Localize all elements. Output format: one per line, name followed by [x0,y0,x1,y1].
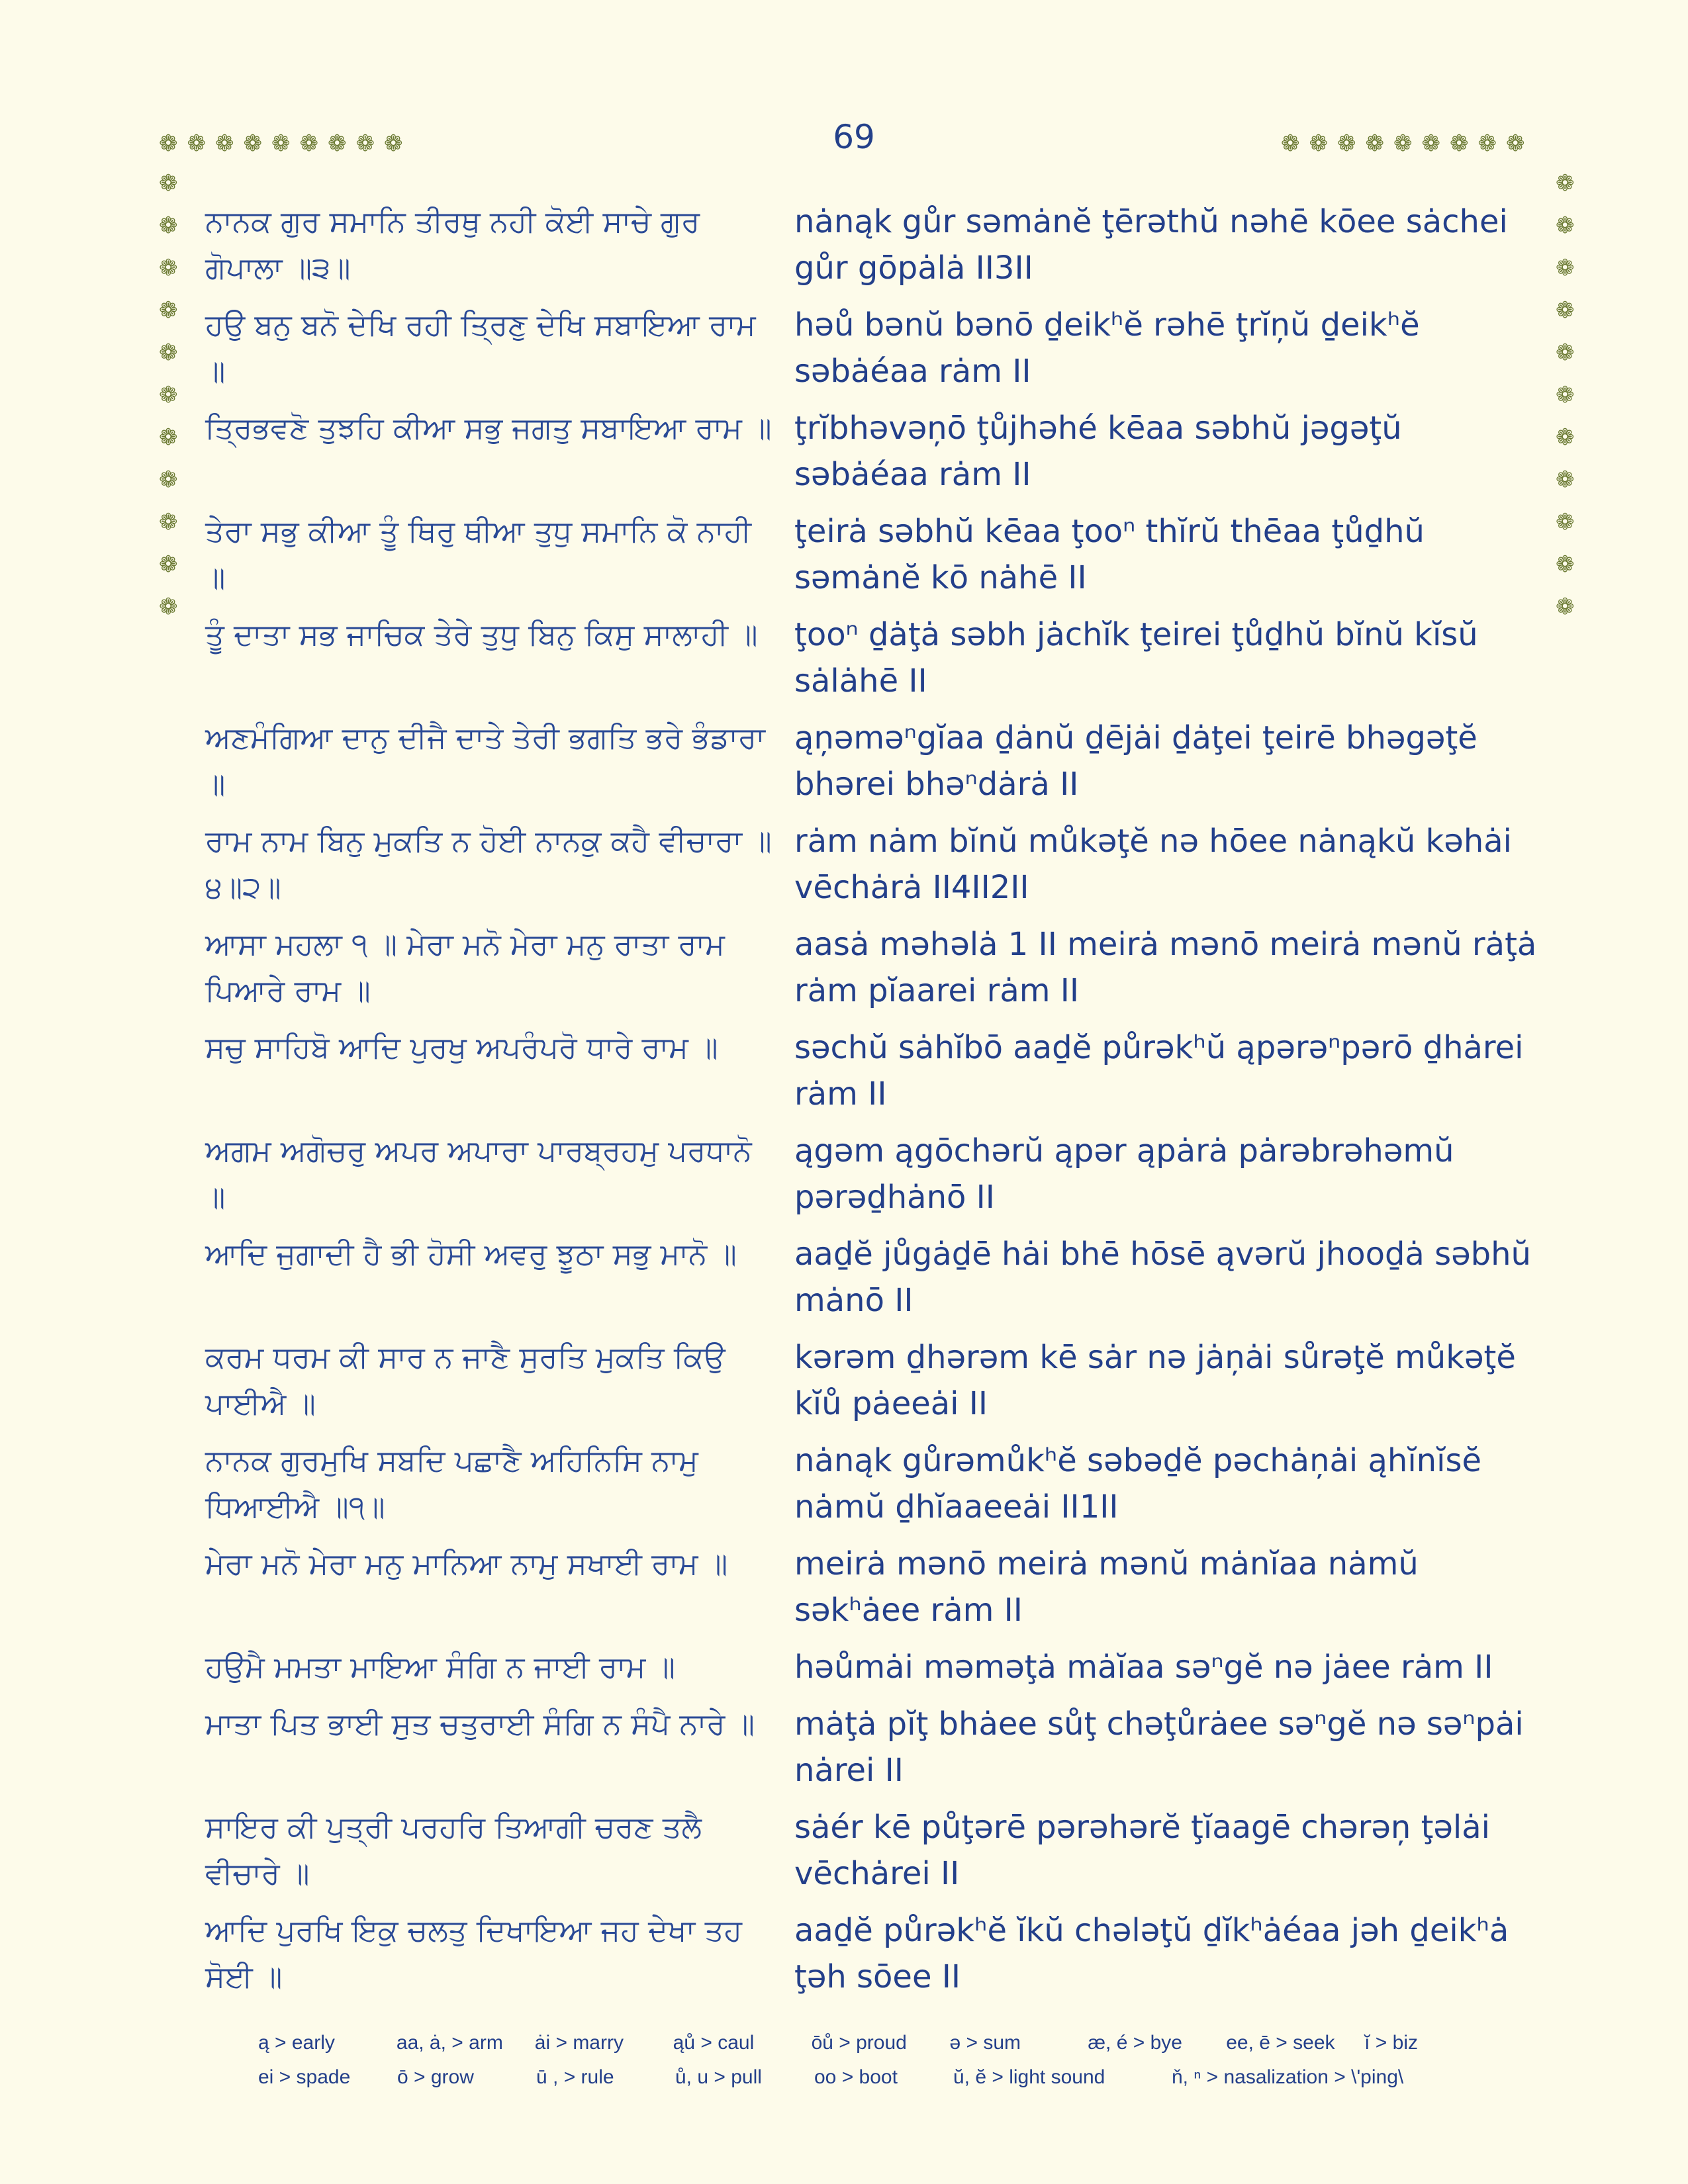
flower-icon: ❁ [1450,130,1469,157]
flower-icon: ❁ [1556,340,1575,366]
flower-icon: ❁ [1393,130,1413,157]
legend-item: ąů > caul [673,2032,755,2054]
flower-icon: ❁ [159,594,178,620]
flower-icon: ❁ [384,130,403,157]
flower-icon: ❁ [159,467,178,493]
flower-icon: ❁ [1421,130,1440,157]
transliteration-text: aaḏĕ půrəkʰĕ ĭkŭ chələţŭ ḏĭkʰȧéaa jəh ḏeikʰȧ ţəh sōee II [794,1912,1509,1995]
legend-item: ei > spade [258,2066,351,2088]
flower-icon: ❁ [1556,424,1575,451]
legend-item: ū , > rule [536,2066,614,2088]
transliteration-text: nȧnąk gůr səmȧnĕ ţērəthŭ nəhē kōee sȧchei gůr gōpȧlȧ II3II [794,203,1508,287]
flower-icon: ❁ [1556,170,1575,197]
transliteration-text: ţooⁿ ḏȧţȧ səbh jȧchĭk ţeirei ţůḏhŭ bĭnŭ kĭsŭ sȧlȧhē II [794,616,1478,700]
transliteration-text: səchŭ sȧhĭbō aaḏĕ půrəkʰŭ ąpərəⁿpərō ḏhȧrei rȧm II [794,1029,1524,1113]
transliteration-text: meirȧ mənō meirȧ mənŭ mȧnĭaa nȧmŭ səkʰȧee rȧm II [794,1545,1419,1629]
flower-icon: ❁ [328,130,347,157]
legend-item: oo > boot [814,2066,898,2088]
verse-row [205,1437,1542,1530]
ornament-column-left [159,167,178,623]
legend-item: ą > early [258,2032,335,2054]
transliteration-text: rȧm nȧm bĭnŭ můkəţĕ nə hōee nȧnąkŭ kəhȧi vēchȧrȧ II4II2II [794,823,1513,906]
flower-icon: ❁ [299,130,318,157]
transliteration-text: həů bənŭ bənō ḏeikʰĕ rəhē ţrĭņŭ ḏeikʰĕ səbȧéaa rȧm II [794,306,1420,390]
transliteration-text: ţeirȧ səbhŭ kēaa ţooⁿ thĭrŭ thēaa ţůḏhŭ səmȧnĕ kō nȧhē II [794,513,1425,596]
legend-item: ň, ⁿ > nasalization > \'ping\ [1172,2066,1404,2088]
gurmukhi-text: ਮੇਰਾ ਮਨੋ ਮੇਰਾ ਮਨੁ ਮਾਨਿਆ ਨਾਮੁ ਸਖਾਈ ਰਾਮ ॥ [205,1546,728,1581]
flower-icon: ❁ [159,424,178,451]
verse-row [205,715,1542,807]
flower-icon: ❁ [1556,594,1575,620]
pronunciation-legend [258,2032,1503,2101]
verse-row [205,1231,1542,1324]
transliteration-text: mȧţȧ pĭţ bhȧee sůţ chəţůrȧee səⁿgĕ nə səⁿpȧi nȧrei II [794,1706,1524,1789]
flower-icon: ❁ [159,382,178,408]
legend-item: ů, u > pull [675,2066,762,2088]
flower-icon: ❁ [1365,130,1384,157]
gurmukhi-text: ਤ੍ਰਿਭਵਣੋ ਤੁਝਹਿ ਕੀਆ ਸਭੁ ਜਗਤੁ ਸਬਾਇਆ ਰਾਮ ॥ [205,410,772,445]
flower-icon: ❁ [1506,130,1525,157]
transliteration-text: sȧér kē půţərē pərəhərĕ ţĭaagē chərəņ ţəlȧi vēchȧrei II [794,1809,1491,1892]
legend-row [258,2066,1503,2089]
transliteration-text: ąņəməⁿgĭaa ḏȧnŭ ḏējȧi ḏȧţei ţeirē bhəgəţĕ bhərei bhəⁿdȧrȧ II [794,719,1477,803]
verse-row [205,1644,1542,1690]
verse-row [205,1701,1542,1794]
legend-item: ə > sum [949,2032,1021,2054]
flower-icon: ❁ [355,130,375,157]
legend-item: ȧi > marry [534,2032,624,2054]
verse-row [205,612,1542,704]
verse-row [205,921,1542,1014]
gurmukhi-text: ਕਰਮ ਧਰਮ ਕੀ ਸਾਰ ਨ ਜਾਣੈ ਸੁਰਤਿ ਮੁਕਤਿ ਕਿਉ ਪਾਈਐ ॥ [205,1340,726,1421]
flower-icon: ❁ [271,130,291,157]
legend-item: ĭ > biz [1364,2032,1418,2054]
verse-list [205,199,1542,2011]
flower-icon: ❁ [1281,130,1300,157]
verse-row [205,199,1542,291]
gurmukhi-text: ਹਉ ਬਨੁ ਬਨੋ ਦੇਖਿ ਰਹੀ ਤ੍ਰਿਣੁ ਦੇਖਿ ਸਬਾਇਆ ਰਾਮ ॥ [205,307,756,388]
transliteration-text: aasȧ məhəlȧ 1 II meirȧ mənō meirȧ mənŭ rȧţȧ rȧm pĭaarei rȧm II [794,926,1537,1009]
transliteration-text: aaḏĕ jůgȧḏē hȧi bhē hōsē ąvərŭ jhooḏȧ səbhŭ mȧnō II [794,1236,1531,1319]
legend-row [258,2032,1503,2054]
flower-icon: ❁ [1556,255,1575,281]
gurmukhi-text: ਆਦਿ ਜੁਗਾਦੀ ਹੈ ਭੀ ਹੋਸੀ ਅਵਰੁ ਝੂਠਾ ਸਭੁ ਮਾਨੋ ॥ [205,1236,737,1271]
transliteration-text: ţrĭbhəvəņō ţůjhəhé kēaa səbhŭ jəgəţŭ səbȧéaa rȧm II [794,410,1402,493]
legend-item: aa, ȧ, > arm [396,2032,503,2054]
gurmukhi-text: ਰਾਮ ਨਾਮ ਬਿਨੁ ਮੁਕਤਿ ਨ ਹੋਈ ਨਾਨਕੁ ਕਹੈ ਵੀਚਾਰਾ ॥੪॥੨॥ [205,823,772,905]
verse-row [205,818,1542,911]
flower-icon: ❁ [159,297,178,324]
flower-icon: ❁ [1556,551,1575,578]
gurmukhi-text: ਨਾਨਕ ਗੁਰ ਸਮਾਨਿ ਤੀਰਥੁ ਨਹੀ ਕੋਈ ਸਾਚੇ ਗੁਰ ਗੋਪਾਲਾ ॥੩॥ [205,204,700,285]
ornament-column-right [1556,167,1575,623]
verse-row [205,1907,1542,2000]
flower-icon: ❁ [159,255,178,281]
legend-item: ŭ, ĕ > light sound [953,2066,1105,2088]
gurmukhi-text: ਸਾਇਰ ਕੀ ਪੁਤ੍ਰੀ ਪਰਹਰਿ ਤਿਆਗੀ ਚਰਣ ਤਲੈ ਵੀਚਾਰੇ ॥ [205,1809,702,1891]
gurmukhi-text: ਮਾਤਾ ਪਿਤ ਭਾਈ ਸੁਤ ਚਤੁਰਾਈ ਸੰਗਿ ਨ ਸੰਪੈ ਨਾਰੇ ॥ [205,1706,755,1741]
page-number: 69 [833,118,875,156]
gurmukhi-text: ਆਸਾ ਮਹਲਾ ੧ ॥ ਮੇਰਾ ਮਨੋ ਮੇਰਾ ਮਨੁ ਰਾਤਾ ਰਾਮ ਪਿਆਰੇ ਰਾਮ ॥ [205,927,725,1008]
verse-row [205,508,1542,601]
flower-icon: ❁ [159,170,178,197]
flower-icon: ❁ [1556,509,1575,535]
transliteration-text: nȧnąk gůrəmůkʰĕ səbəḏĕ pəchȧņȧi ąhĭnĭsĕ nȧmŭ ḏhĭaaeeȧi II1II [794,1442,1481,1525]
flower-icon: ❁ [187,130,206,157]
verse-row [205,1024,1542,1117]
verse-row [205,405,1542,498]
flower-icon: ❁ [1556,467,1575,493]
gurmukhi-text: ਅਣਮੰਗਿਆ ਦਾਨੁ ਦੀਜੈ ਦਾਤੇ ਤੇਰੀ ਭਗਤਿ ਭਰੇ ਭੰਡਾਰਾ ॥ [205,720,765,801]
flower-icon: ❁ [1477,130,1497,157]
flower-icon: ❁ [1556,212,1575,239]
legend-item: ō > grow [397,2066,474,2088]
flower-icon: ❁ [243,130,262,157]
verse-row [205,1128,1542,1220]
verse-row [205,1804,1542,1897]
transliteration-text: ągəm ągōchərŭ ąpər ąpȧrȧ pȧrəbrəhəmŭ pərəḏhȧnō II [794,1132,1454,1216]
gurmukhi-text: ਤੇਰਾ ਸਭੁ ਕੀਆ ਤੂੰ ਥਿਰੁ ਥੀਆ ਤੁਧੁ ਸਮਾਨਿ ਕੋ ਨਾਹੀ ॥ [205,514,751,595]
flower-icon: ❁ [1556,297,1575,324]
flower-icon: ❁ [159,212,178,239]
transliteration-text: kərəm ḏhərəm kē sȧr nə jȧņȧi sůrəţĕ můkəţĕ kĭů pȧeeȧi II [794,1339,1516,1422]
gurmukhi-text: ਹਉਮੈ ਮਮਤਾ ਮਾਇਆ ਸੰਗਿ ਨ ਜਾਈ ਰਾਮ ॥ [205,1649,675,1684]
ornament-row-left [159,127,403,160]
ornament-row-right [1281,127,1525,160]
flower-icon: ❁ [1556,382,1575,408]
flower-icon: ❁ [1309,130,1328,157]
flower-icon: ❁ [159,130,178,157]
gurmukhi-text: ਆਦਿ ਪੁਰਖਿ ਇਕੁ ਚਲਤੁ ਦਿਖਾਇਆ ਜਹ ਦੇਖਾ ਤਹ ਸੋਈ ॥ [205,1913,743,1994]
verse-row [205,302,1542,394]
flower-icon: ❁ [1337,130,1356,157]
flower-icon: ❁ [159,340,178,366]
gurmukhi-text: ਨਾਨਕ ਗੁਰਮੁਖਿ ਸਬਦਿ ਪਛਾਣੈ ਅਹਿਨਿਸਿ ਨਾਮੁ ਧਿਆਈਐ ॥੧॥ [205,1443,698,1524]
flower-icon: ❁ [159,551,178,578]
gurmukhi-text: ਅਗਮ ਅਗੋਚਰੁ ਅਪਰ ਅਪਾਰਾ ਪਾਰਬ੍ਰਹਮੁ ਪਰਧਾਨੋ ॥ [205,1133,752,1214]
legend-item: ee, ē > seek [1226,2032,1335,2054]
flower-icon: ❁ [159,509,178,535]
legend-item: æ, é > bye [1088,2032,1182,2054]
verse-row [205,1334,1542,1427]
gurmukhi-text: ਸਚੁ ਸਾਹਿਬੋ ਆਦਿ ਪੁਰਖੁ ਅਪਰੰਪਰੋ ਧਾਰੇ ਰਾਮ ॥ [205,1030,718,1065]
gurmukhi-text: ਤੂੰ ਦਾਤਾ ਸਭ ਜਾਚਿਕ ਤੇਰੇ ਤੁਧੁ ਬਿਨੁ ਕਿਸੁ ਸਾਲਾਹੀ ॥ [205,617,758,652]
transliteration-text: həůmȧi məməţȧ mȧĭaa səⁿgĕ nə jȧee rȧm II [794,1649,1493,1686]
legend-item: ōů > proud [811,2032,907,2054]
verse-row [205,1541,1542,1633]
flower-icon: ❁ [215,130,234,157]
